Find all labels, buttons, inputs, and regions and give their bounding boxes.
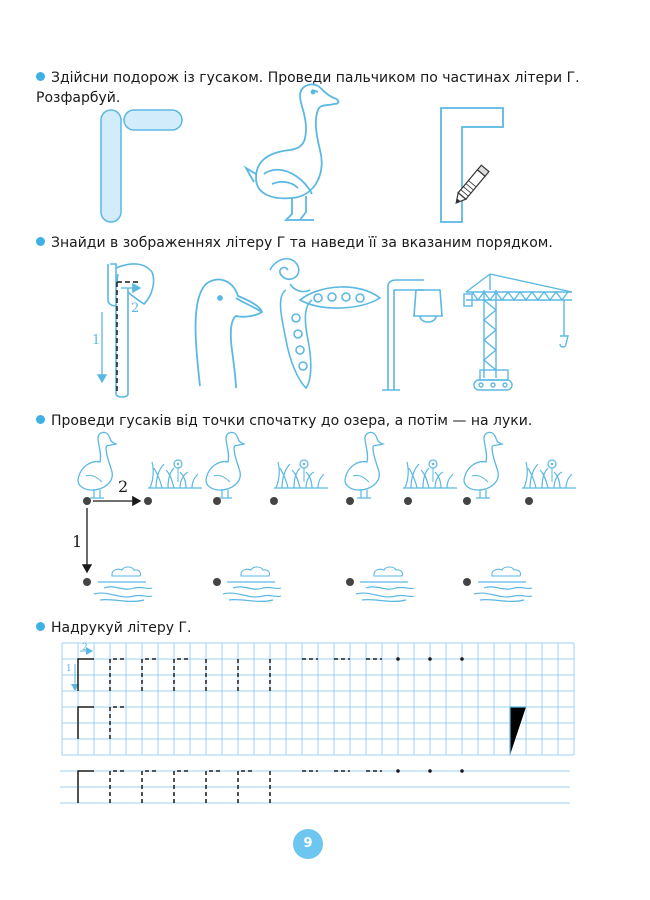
start-dots [83, 497, 533, 586]
task-4-text: Надрукуй літеру Г. [51, 620, 192, 636]
task-2-text: Знайди в зображеннях літеру Г та наведи її за вказаним порядком. [51, 235, 553, 251]
arrow-label-2: 2 [118, 477, 129, 496]
writing-lines [60, 771, 570, 803]
grid-label-1: 1 [66, 664, 72, 674]
goose-head-picture [196, 280, 263, 388]
crane-picture [464, 274, 572, 390]
stroke-label-1: 1 [92, 333, 101, 348]
task-1-text: Здійсни подорож із гусаком. Проведи пальчиком по частинах літери Г. [51, 70, 580, 86]
axe-picture [108, 264, 154, 397]
pencil-icon [452, 165, 489, 206]
stroke-label-2: 2 [131, 301, 140, 316]
task-3-text: Проведи гусаків від точки спочатку до озера, а потім — на луки. [51, 413, 533, 429]
street-lamp-picture [382, 280, 442, 390]
meadow-row [148, 460, 576, 488]
letter-tracing [78, 657, 464, 739]
page-number: 9 [293, 829, 323, 859]
letter-g-shaded [101, 110, 182, 222]
arrow-label-1: 1 [72, 532, 83, 551]
task-1-text-line2: Розфарбуй. [36, 90, 121, 106]
grid-arrows [66, 643, 92, 690]
letter-g-outline [441, 108, 503, 222]
letter-lines-row [78, 769, 464, 803]
writing-grid [62, 643, 574, 755]
goose-large [246, 84, 339, 220]
direction-arrows [72, 477, 140, 572]
grid-label-2: 2 [82, 643, 88, 653]
pea-pod-picture [270, 259, 380, 388]
